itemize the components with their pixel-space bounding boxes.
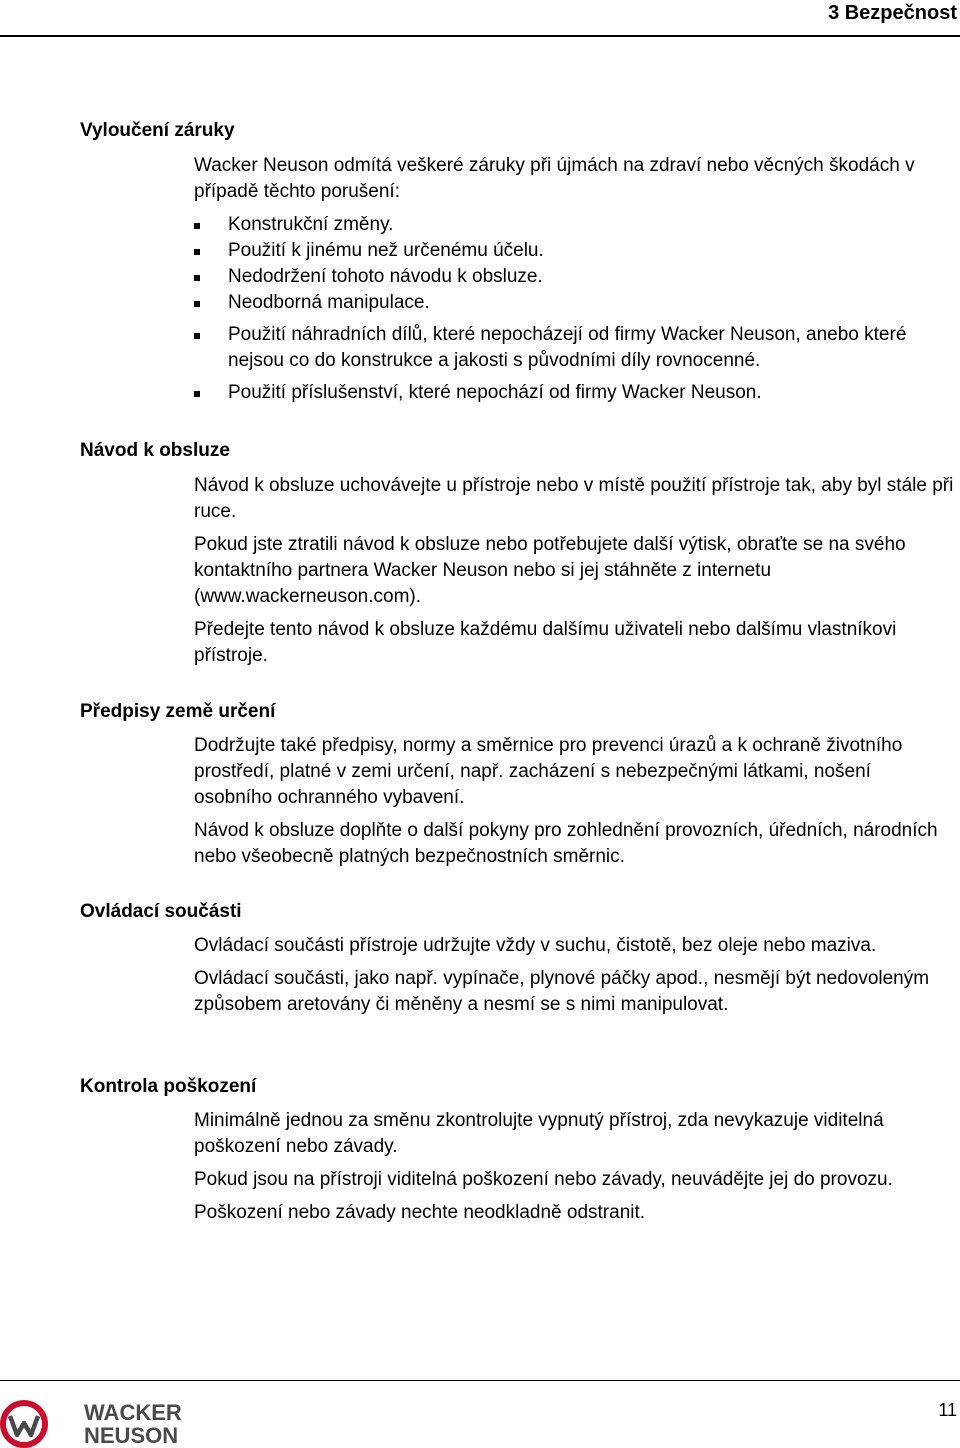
page-number: 11: [938, 1400, 957, 1420]
manual-heading: Návod k obsluze: [80, 440, 230, 461]
warranty-body: [194, 153, 954, 406]
list-item: [194, 380, 954, 406]
paragraph: Ovládací součásti přístroje udržujte vždy v suchu, čistotě, bez oleje nebo maziva.: [194, 935, 877, 956]
bullet-square-icon: [194, 391, 200, 397]
damage-body: [194, 1108, 954, 1233]
warranty-bullet-list: [194, 212, 954, 406]
list-item-text: Použití k jinému než určenému účelu.: [228, 240, 544, 261]
paragraph: Předejte tento návod k obsluze každému dalšímu uživateli nebo dalšímu vlastníkovi přístroje.: [194, 619, 897, 666]
page-header-title: 3 Bezpečnost: [828, 2, 957, 24]
bullet-square-icon: [194, 249, 200, 255]
bullet-square-icon: [194, 301, 200, 307]
list-item-text: Nedodržení tohoto návodu k obsluze.: [228, 266, 543, 287]
regulations-body: [194, 733, 954, 877]
bullet-square-icon: [194, 223, 200, 229]
paragraph: Dodržujte také předpisy, normy a směrnice pro prevenci úrazů a k ochraně životního prostředí, platné v zemi určení, např. zacházení s nebezpečnými látkami, nošení osobního ochranného vybavení.: [194, 735, 903, 808]
paragraph: Návod k obsluze uchovávejte u přístroje nebo v místě použití přístroje tak, aby byl stále při ruce.: [194, 475, 954, 522]
footer-divider: [0, 1380, 960, 1381]
paragraph: Pokud jste ztratili návod k obsluze nebo potřebujete další výtisk, obraťte se na svého kontaktního partnera Wacker Neuson nebo si jej stáhněte z internetu (www.wackerneuson.com).: [194, 534, 906, 607]
regulations-heading: Předpisy země určení: [80, 701, 276, 722]
list-item: [194, 238, 954, 264]
list-item-text: Neodborná manipulace.: [228, 292, 430, 313]
controls-body: [194, 933, 954, 1025]
header-divider: [0, 35, 960, 37]
bullet-square-icon: [194, 333, 200, 339]
bullet-square-icon: [194, 275, 200, 281]
paragraph: Pokud jsou na přístroji viditelná poškození nebo závady, neuvádějte jej do provozu.: [194, 1169, 893, 1190]
list-item: [194, 212, 954, 238]
damage-heading: Kontrola poškození: [80, 1076, 257, 1097]
warranty-heading: Vyloučení záruky: [80, 120, 235, 141]
paragraph: Poškození nebo závady nechte neodkladně odstranit.: [194, 1202, 646, 1223]
warranty-intro: Wacker Neuson odmítá veškeré záruky při újmách na zdraví nebo věcných škodách v případě těchto porušení:: [194, 155, 915, 202]
list-item: [194, 290, 954, 316]
list-item: [194, 322, 954, 374]
logo-line2: NEUSON: [84, 1423, 179, 1448]
list-item-text: Použití náhradních dílů, které nepocházejí od firmy Wacker Neuson, anebo které nejsou co do konstrukce a jakosti s původními díly rovnocenné.: [228, 324, 907, 371]
logo-line1: WACKER: [84, 1400, 182, 1425]
list-item-text: Konstrukční změny.: [228, 214, 394, 235]
list-item: [194, 264, 954, 290]
wacker-neuson-logo: [0, 1396, 220, 1448]
logo-w-glyph-icon: [10, 1416, 38, 1435]
paragraph: Minimálně jednou za směnu zkontrolujte vypnutý přístroj, zda nevykazuje viditelná poškození nebo závady.: [194, 1110, 884, 1157]
paragraph: Návod k obsluze doplňte o další pokyny pro zohlednění provozních, úředních, národních nebo všeobecně platných bezpečnostních směrnic.: [194, 820, 938, 867]
list-item-text: Použití příslušenství, které nepochází od firmy Wacker Neuson.: [228, 382, 762, 403]
controls-heading: Ovládací součásti: [80, 901, 242, 922]
manual-body: [194, 473, 954, 676]
paragraph: Ovládací součásti, jako např. vypínače, plynové páčky apod., nesmějí být nedovoleným způsobem aretovány či měněny a nesmí se s nimi manipulovat.: [194, 968, 930, 1015]
